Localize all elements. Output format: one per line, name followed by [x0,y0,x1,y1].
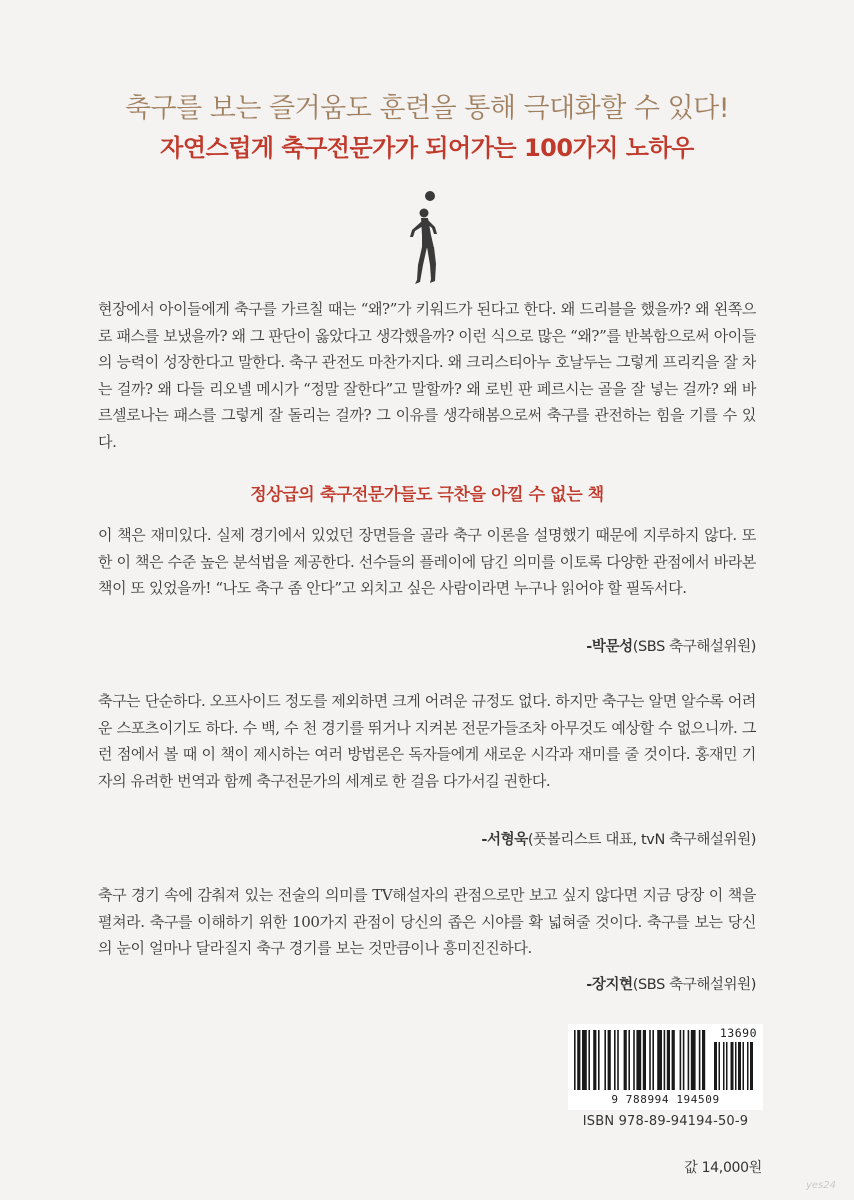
barcode-addon-code: 13690 [719,1026,757,1040]
reviewer-name: -장지현 [586,977,633,993]
barcode-digits: 9 788994 194509 [611,1093,720,1106]
barcode-bar [643,1030,646,1090]
barcode-addon-bar [719,1042,721,1090]
barcode-addon-bar [738,1042,741,1090]
barcode-bar [582,1030,587,1090]
isbn-number: ISBN 978-89-94194-50-9 [582,1114,749,1129]
reviewer-name: -박문성 [586,639,633,655]
reviewer-name: -서형욱 [481,832,528,848]
reviewer-role: (SBS 축구해설위원) [632,639,756,655]
barcode-bar [680,1030,682,1090]
intro-paragraph: 현장에서 아이들에게 축구를 가르칠 때는 “왜?”가 키워드가 된다고 한다. 왜 드리블을 했을까? 왜 왼쪽으로 패스를 보냈을까? 왜 그 판단이 옳았다고 생각했을까? 이런 식으로 많은 “왜?”를 반복함으로써 아이들의 능력이 성장한다고 말한다. 축구 관전도 마찬가지다. 왜 크리스티아누 호날두는 그렇게 프리킥을 잘 차는 걸까? 왜 다들 리오넬 메시가 “정말 잘한다”고 말할까? 왜 로빈 판 페르시는 골을 잘 넣는 걸까? 왜 바르셀로나는 패스를 그렇게 잘 돌리는 걸까? 그 이유를 생각해봄으로써 축구를 관전하는 힘을 기를 수 있다. [98,300,756,451]
reviewer-role: (SBS 축구해설위원) [632,977,756,993]
review-attribution [481,828,756,849]
barcode-bar [574,1030,576,1090]
review-text: 축구 경기 속에 감춰져 있는 전술의 의미를 TV해설자의 관점으로만 보고 싶지 않다면 지금 당장 이 책을 펼쳐라. 축구를 이해하기 위한 100가지 관점이 당신의 좁은 시야를 확 넓혀줄 것이다. 축구를 보는 당신의 눈이 얼마나 달라질지 축구 경기를 보는 것만큼이나 흥미진진하다. [98,886,756,957]
barcode-bar [688,1030,690,1090]
barcode-bar [624,1030,627,1090]
barcode-bar [691,1030,696,1090]
barcode-addon-bar [747,1042,749,1090]
barcode-bar [664,1030,666,1090]
barcode-addon-bar [731,1042,734,1090]
review-attribution [586,635,756,656]
barcode-addon-bar [726,1042,728,1090]
barcode-bar [628,1030,630,1090]
barcode-bar [702,1030,705,1090]
barcode-bar [593,1030,596,1090]
barcode-addon-bar [750,1042,753,1090]
barcode-bar [649,1030,651,1090]
barcode-bar [577,1030,580,1090]
barcode-addon-bar [714,1042,717,1090]
barcode-bar [657,1030,662,1090]
barcode-addon-bar [735,1042,737,1090]
football-player-illustration [400,190,460,290]
headline: 축구를 보는 즐거움도 훈련을 통해 극대화할 수 있다! [124,93,730,124]
barcode-bar [588,1030,590,1090]
isbn-barcode [568,1024,763,1110]
barcode-bar [608,1030,611,1090]
barcode-bar [672,1030,675,1090]
barcode-bar [633,1030,635,1090]
review-text: 축구는 단순하다. 오프사이드 정도를 제외하면 크게 어려운 규정도 없다. 하지만 축구는 알면 알수록 어려운 스포츠이기도 하다. 수 백, 수 천 경기를 뛰거나 지켜본 전문가들조차 아무것도 예상할 수 없으니까. 그런 점에서 볼 때 이 책이 제시하는 여러 방법론은 독자들에게 새로운 시각과 재미를 줄 것이다. 홍재민 기자의 유려한 번역과 함께 축구전문가의 세계로 한 걸음 다가서길 권한다. [98,692,756,790]
subheadline: 자연스럽게 축구전문가가 되어가는 100가지 노하우 [160,134,694,162]
barcode-addon-bar [743,1042,745,1090]
watermark: yes24 [806,1180,837,1191]
barcode-bar [614,1030,616,1090]
price: 값 14,000원 [684,1160,762,1176]
barcode-addon-bar [723,1042,725,1090]
section-heading: 정상급의 축구전문가들도 극찬을 아낄 수 없는 책 [250,485,604,505]
barcode-bar [598,1030,600,1090]
barcode-bar [667,1030,670,1090]
barcode-bar [636,1030,641,1090]
review-text: 이 책은 재미있다. 실제 경기에서 있었던 장면들을 골라 축구 이론을 설명했기 때문에 지루하지 않다. 또한 이 책은 수준 높은 분석법을 제공한다. 선수들의 플레이에 담긴 의미를 이토록 다양한 관점에서 바라본 책이 또 있었을까! “나도 축구 좀 안다”고 외치고 싶은 사람이라면 누구나 읽어야 할 필독서다. [98,526,756,597]
barcode-bar [617,1030,619,1090]
review-attribution [586,973,756,994]
barcode-bar [604,1030,606,1090]
ball-icon [425,191,435,201]
barcode-bar [683,1030,685,1090]
barcode-bar [652,1030,654,1090]
reviewer-role: (풋볼리스트 대표, tvN 축구해설위원) [527,832,756,848]
barcode-bar [699,1030,701,1090]
